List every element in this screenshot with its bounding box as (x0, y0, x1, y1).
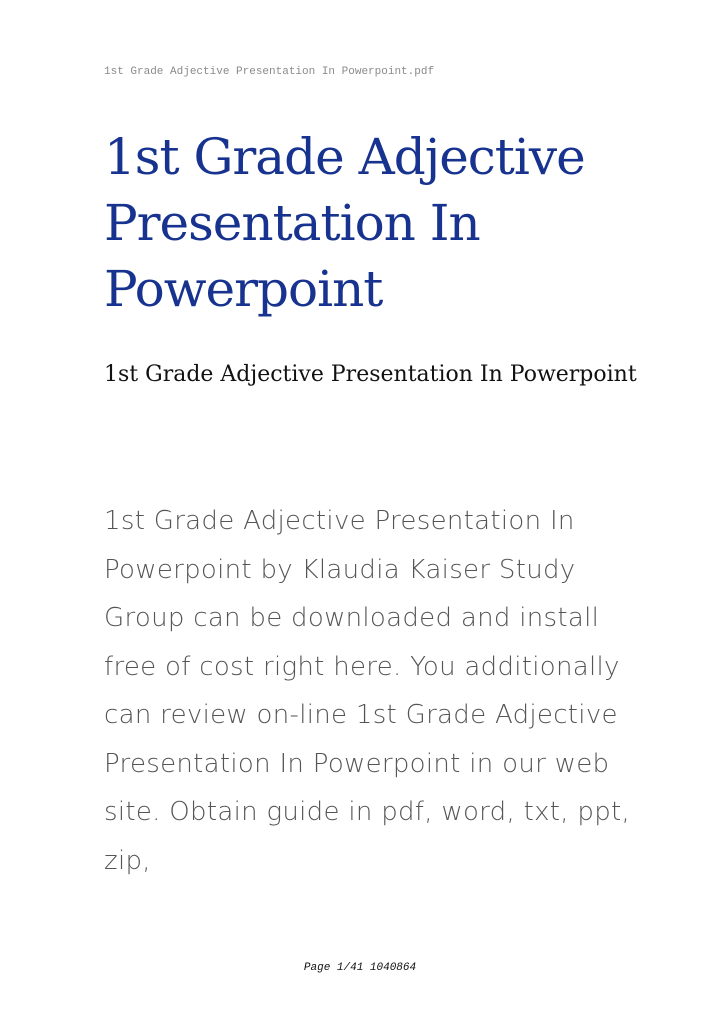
page-subtitle: 1st Grade Adjective Presentation In Powerpoint (104, 362, 637, 387)
page-footer: Page 1/41 1040864 (303, 962, 417, 974)
file-name-header: 1st Grade Adjective Presentation In Powerpoint.pdf (104, 66, 435, 78)
page-title: 1st Grade Adjective Presentation In Powerpoint (104, 128, 585, 318)
body-paragraph: 1st Grade Adjective Presentation In Powerpoint by Klaudia Kaiser Study Group can be downloaded and install free of cost right here. You additionally can review on-line 1st Grade Adjective Presentation In Powerpoint in our web site. Obtain guide in pdf, word, txt, ppt, zip, (104, 506, 631, 876)
